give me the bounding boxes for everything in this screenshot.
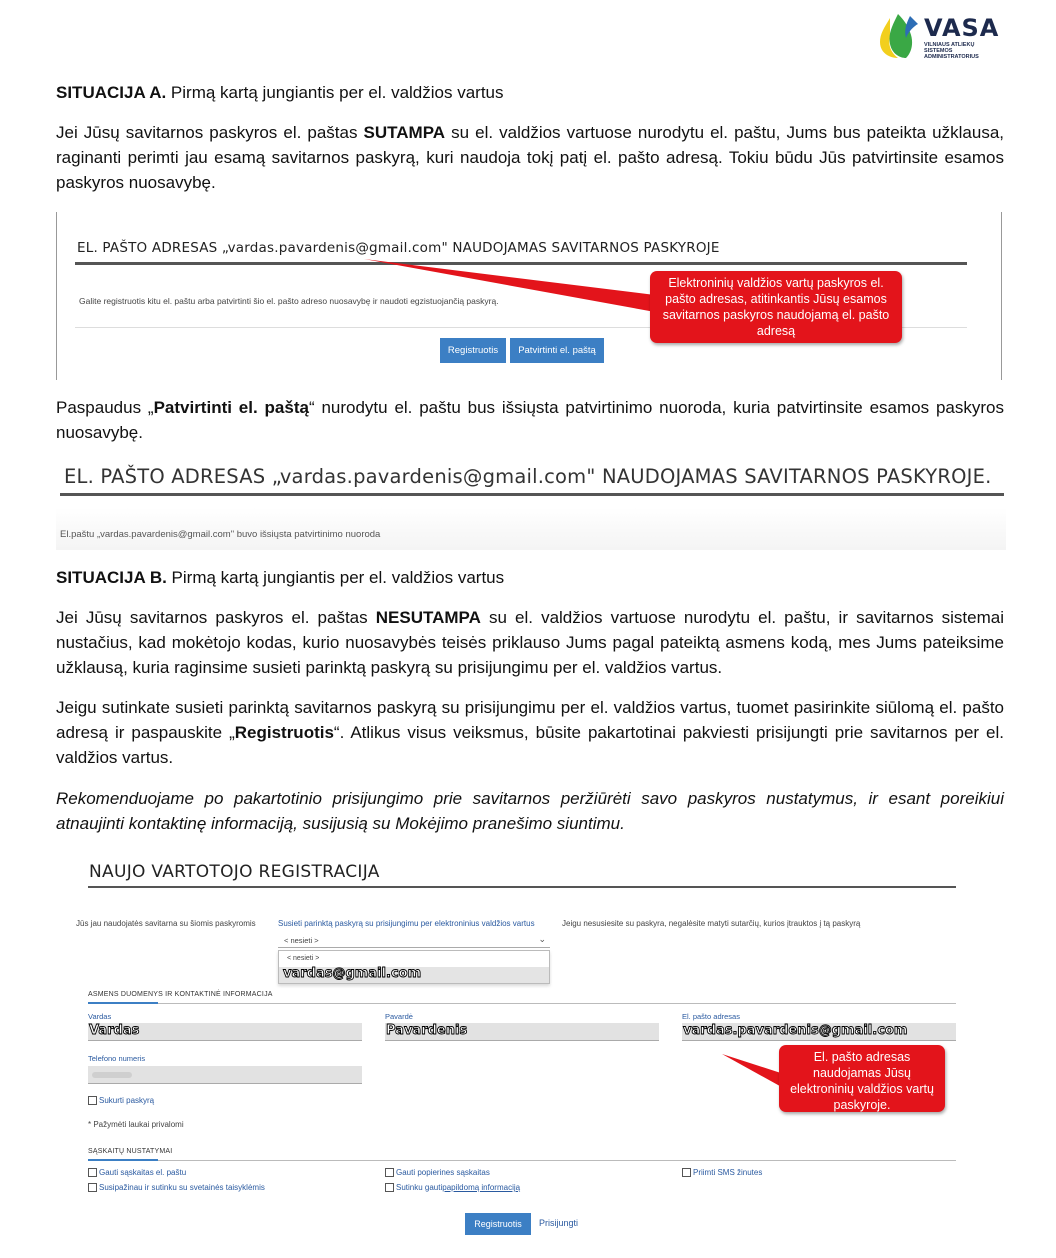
create-account-checkbox[interactable] bbox=[88, 1096, 154, 1105]
text-span: Paspaudus „ bbox=[56, 398, 154, 417]
email-in-use-text: Galite registruotis kitu el. paštu arba patvirtinti šio el. pašto adreso nuosavybę ir naudoti egzistuojančią paskyrą. bbox=[79, 296, 499, 306]
extra-info-checkbox[interactable] bbox=[385, 1183, 520, 1192]
first-name-value: Vardas bbox=[89, 1023, 140, 1038]
phone-label: Telefono numeris bbox=[88, 1054, 146, 1063]
sms-checkbox[interactable] bbox=[682, 1168, 762, 1177]
text-span: Jeigu sutinkate susieti parinktą savitarnos paskyrą su prisijungimu per el. valdžios vartus, tuomet pasirinkite siūlomą el. pašto adresą ir paspauskite „ bbox=[56, 698, 1004, 742]
recommendation-paragraph: Rekomenduojame po pakartotinio prisijungimo prie savitarnos peržiūrėti savo paskyros nustatymus, ir esant poreikiui atnaujinti kontaktinę informaciją, susijusią su Mokėjimo pranešimo siuntimu. bbox=[56, 789, 1004, 833]
register-button[interactable]: Registruotis bbox=[440, 338, 506, 363]
situation-b-label: SITUACIJA B. bbox=[56, 568, 167, 587]
checkbox-icon[interactable] bbox=[88, 1096, 97, 1105]
logo-wordmark: VASA bbox=[924, 14, 1000, 42]
section-billing-title: SĄSKAITŲ NUSTATYMAI bbox=[88, 1148, 173, 1155]
first-name-label: Vardas bbox=[88, 1012, 112, 1021]
checkbox-label: Priimti SMS žinutes bbox=[693, 1168, 763, 1177]
email-field[interactable] bbox=[682, 1023, 956, 1041]
title-underline bbox=[60, 493, 1004, 496]
account-select-list bbox=[278, 950, 550, 984]
form-title: NAUJO VARTOTOJO REGISTRACIJA bbox=[89, 862, 380, 882]
text-span: Jei Jūsų savitarnos paskyros el. paštas bbox=[56, 608, 376, 627]
text-span: su el. valdžios vartuose nurodytu el. paštu, Jums bus pateikta užklausa, raginanti perimti jau esamą savitarnos paskyrą, kuri naudoja tokį patį el. pašto adresą. Tokiu būdu Jūs patvirtinsite esamos paskyros nuosavybę. bbox=[56, 123, 1005, 192]
terms-checkbox[interactable] bbox=[88, 1183, 265, 1192]
bold-keyword: NESUTAMPA bbox=[375, 608, 481, 627]
situation-a-heading-text: Pirmą kartą jungiantis per el. valdžios vartus bbox=[166, 83, 504, 102]
callout-email-used: El. pašto adresas naudojamas Jūsų elektroninių valdžios vartų paskyroje. bbox=[779, 1045, 945, 1112]
option-no-link[interactable]: < nesieti > bbox=[287, 955, 320, 962]
section-divider bbox=[88, 1003, 956, 1004]
last-name-field[interactable] bbox=[385, 1023, 659, 1041]
checkbox-label: Susipažinau ir sutinku su svetainės taisyklėmis bbox=[99, 1183, 265, 1192]
text-span: “. Atlikus visus veiksmus, būsite pakartotinai pakviesti prisijungti prie savitarnos per el. valdžios vartus. bbox=[56, 723, 1004, 767]
phone-value-redacted bbox=[92, 1072, 132, 1078]
text-span: “ nurodytu el. paštu bus išsiųsta patvirtinimo nuoroda, kuria patvirtinsite esamos paskyros nuosavybę. bbox=[56, 398, 1004, 442]
option-account[interactable] bbox=[279, 967, 549, 983]
login-link[interactable]: Prisijungti bbox=[539, 1218, 579, 1228]
unlinked-warning: Jeigu nesusiesite su paskyra, negalėsite matyti sutarčių, kurios įtrauktos į tą paskyrą bbox=[562, 919, 861, 928]
register-button[interactable]: Registruotis bbox=[465, 1213, 531, 1235]
bold-keyword: Registruotis bbox=[234, 723, 334, 742]
first-name-field[interactable] bbox=[88, 1023, 362, 1041]
section-divider bbox=[88, 1160, 956, 1161]
checkbox-icon[interactable] bbox=[385, 1183, 394, 1192]
situation-b-heading bbox=[56, 565, 1004, 590]
email-in-use-title: EL. PAŠTO ADRESAS „vardas.pavardenis@gmail.com" NAUDOJAMAS SAVITARNOS PASKYROJE bbox=[77, 240, 720, 256]
last-name-label: Pavardė bbox=[385, 1012, 413, 1021]
confirmation-title: EL. PAŠTO ADRESAS „vardas.pavardenis@gmail.com" NAUDOJAMAS SAVITARNOS PASKYROJE. bbox=[64, 465, 992, 488]
existing-accounts-label: Jūs jau naudojatės savitarna su šiomis paskyromis bbox=[76, 919, 256, 928]
required-fields-note: * Pažymėti laukai privalomi bbox=[88, 1120, 184, 1129]
situation-b-paragraph-2 bbox=[56, 695, 1004, 770]
section-accent bbox=[88, 1159, 158, 1161]
checkbox-label: Gauti sąskaitas el. paštu bbox=[99, 1168, 187, 1177]
checkbox-label: Sutinku gauti bbox=[396, 1183, 443, 1192]
situation-b-heading-text: Pirmą kartą jungiantis per el. valdžios vartus bbox=[166, 568, 505, 587]
email-value: vardas.pavardenis@gmail.com bbox=[683, 1023, 908, 1038]
email-label: El. pašto adresas bbox=[682, 1012, 740, 1021]
link-account-label: Susieti parinktą paskyrą su prisijungimu per elektroninius valdžios vartus bbox=[278, 919, 535, 928]
text-span: Jei Jūsų savitarnos paskyros el. paštas bbox=[56, 123, 364, 142]
checkbox-icon[interactable] bbox=[88, 1183, 97, 1192]
chevron-down-icon[interactable]: ⌄ bbox=[538, 934, 546, 944]
screenshot-confirmation-sent bbox=[56, 456, 1006, 550]
extra-info-link[interactable]: papildomą informaciją bbox=[442, 1183, 521, 1192]
callout-evaldzios-email: Elektroninių valdžios vartų paskyros el. pašto adresas, atitinkantis Jūsų esamos savitarnos paskyros naudojamą el. pašto adresą bbox=[650, 271, 902, 343]
last-name-value: Pavardenis bbox=[386, 1023, 468, 1038]
option-account-label: vardas@gmail.com bbox=[283, 966, 422, 981]
checkbox-label: Sukurti paskyrą bbox=[99, 1096, 155, 1105]
situation-a-label: SITUACIJA A. bbox=[56, 83, 167, 102]
bold-keyword: Patvirtinti el. paštą bbox=[153, 398, 309, 417]
bold-keyword: SUTAMPA bbox=[363, 123, 446, 142]
section-personal-title: ASMENS DUOMENYS IR KONTAKTINĖ INFORMACIJA bbox=[88, 991, 273, 998]
email-invoices-checkbox[interactable] bbox=[88, 1168, 186, 1177]
confirm-email-button[interactable]: Patvirtinti el. paštą bbox=[510, 338, 604, 363]
checkbox-icon[interactable] bbox=[385, 1168, 394, 1177]
checkbox-icon[interactable] bbox=[88, 1168, 97, 1177]
account-select[interactable] bbox=[278, 932, 550, 948]
text-span: su el. valdžios vartuose nurodytu el. paštu, ir savitarnos sistemai nustačius, kad mokėtojo kodas, kurio nuosavybės teisės priklauso Jums pagal pateiktą asmens kodą, mes Jums pateiksime užklausą, kuria raginsime susieti parinktą paskyrą su prisijungimu per el. valdžios vartus. bbox=[56, 608, 1004, 677]
logo-subtitle: VILNIAUS ATLIEKŲ SISTEMOS ADMINISTRATORIUS bbox=[924, 42, 979, 60]
paper-invoices-checkbox[interactable] bbox=[385, 1168, 490, 1177]
section-accent bbox=[88, 1002, 158, 1004]
situation-b-paragraph-1 bbox=[56, 605, 1004, 680]
account-select-value: < nesieti > bbox=[284, 936, 319, 945]
confirmation-text: El.paštu „vardas.pavardenis@gmail.com" buvo išsiųsta patvirtinimo nuoroda bbox=[60, 529, 381, 540]
callout-a-pointer bbox=[364, 259, 655, 312]
checkbox-label: Gauti popierines sąskaitas bbox=[396, 1168, 490, 1177]
phone-field[interactable] bbox=[88, 1066, 362, 1084]
situation-a-paragraph-2 bbox=[56, 395, 1004, 445]
title-underline bbox=[88, 886, 956, 888]
checkbox-icon[interactable] bbox=[682, 1168, 691, 1177]
